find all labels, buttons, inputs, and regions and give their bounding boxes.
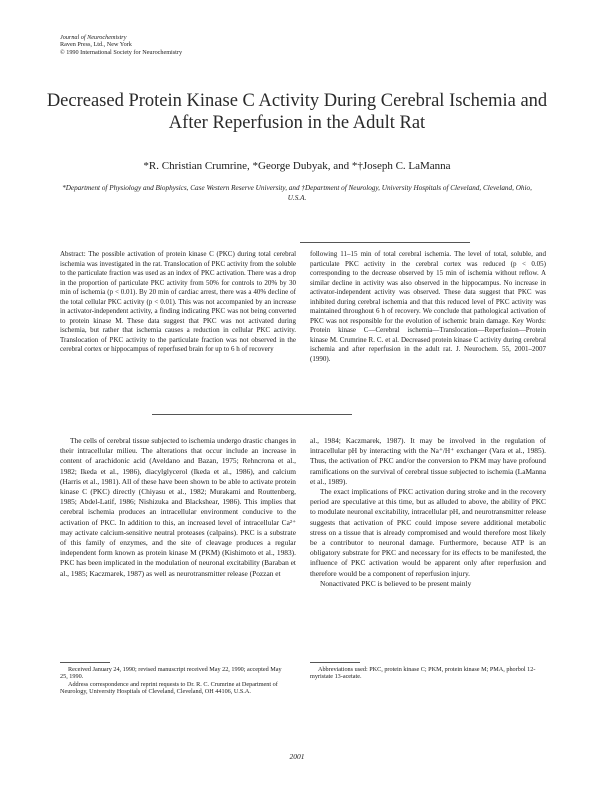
abstract-column-left [60, 250, 296, 355]
body-paragraph: The exact implications of PKC activation during stroke and in the recovery period are speculative at this time, but as alluded to above, the ability of PKC to modulate neuronal excitability, intracellular pH, and neurotransmitter release suggests that activation of PKC could impose severe additional metabolic stress on a tissue that is already compromised and would therefore most likely be a contributor to neuronal damage. Furthermore, because ATP is an obligatory substrate for PKC and necessary for its effects to be manifested, the influence of PKC activation would be apparent only after reperfusion and therefore would be a component of reperfusion injury. [310, 487, 546, 578]
abstract-text-right: following 11–15 min of total cerebral ischemia. The level of total, soluble, and particulate PKC activity in the cerebral cortex was reduced (p < 0.05) corresponding to the decrease observed by 15 min of ischemia without reflow. A similar decline in activity was also observed in the hippocampus. No increase in activator-independent activity was observed. These data suggest that PKC was inhibited during cerebral ischemia and that this reduced level of PKC activity was maintained throughout 6 h of recovery. We conclude that pathological activation of PKC was not responsible for the evolution of ischemic brain damage. Key Words: Protein kinase C—Cerebral ischemia—Translocation—Reperfusion—Protein kinase M. Crumrine R. C. et al. Decreased protein kinase C activity during cerebral ischemia and after reperfusion in the adult rat. J. Neurochem. 55, 2001–2007 (1990). [310, 250, 546, 363]
body-paragraph: Nonactivated PKC is believed to be present mainly [320, 578, 472, 588]
abbreviations-note: Abbreviations used: PKC, protein kinase C; PKM, protein kinase M; PMA, phorbol 12-myristate 13-acetate. [310, 666, 536, 681]
author-list: *R. Christian Crumrine, *George Dubyak, and *†Joseph C. LaManna [143, 160, 451, 172]
article-title: Decreased Protein Kinase C Activity During Cerebral Ischemia and After Reperfusion in the Adult Rat [46, 91, 548, 133]
bottom-rule [152, 414, 352, 415]
journal-name: Journal of Neurochemistry [60, 34, 127, 41]
journal-header [60, 34, 182, 56]
affiliation: *Department of Physiology and Biophysics, Case Western Reserve University, and †Department of Neurology, University Hospitals of Cleveland, Cleveland, Ohio, U.S.A. [62, 184, 532, 202]
publisher: Raven Press, Ltd., New York [60, 41, 132, 49]
top-rule [300, 242, 470, 243]
body-column-right [310, 436, 546, 589]
abstract-column-right [310, 250, 546, 364]
footnotes-right [310, 666, 540, 681]
received-note: Received January 24, 1990; revised manuscript received May 22, 1990; accepted May 25, 1990. [60, 666, 282, 681]
address-note: Address correspondence and reprint requests to Dr. R. C. Crumrine at Department of Neurology, University Hospitals of Cleveland, Cleveland, OH 44106, U.S.A. [60, 680, 278, 696]
abstract-label: Abstract: [60, 250, 86, 258]
page-number: 2001 [289, 752, 305, 761]
body-paragraph: al., 1984; Kaczmarek, 1987). It may be involved in the regulation of intracellular pH by interacting with the Na⁺/H⁺ exchanger (Vara et al., 1985). Thus, the activation of PKC and/or the conversion to PKM may have profound ramifications on the survival of cerebral tissue subjected to ischemia (LaManna et al., 1989). [310, 436, 546, 486]
body-column-left [60, 436, 296, 579]
abstract-text-left: The possible activation of protein kinase C (PKC) during total cerebral ischemia was investigated in the rat. Translocation of PKC activity from the soluble to the particulate fraction was used as an index of PKC activation. There was a drop in the proportion of particulate PKC activity from 50% for controls to 20% by 30 min of ischemia (p < 0.01). By 20 min of cardiac arrest, there was a 40% decline of the total cellular PKC activity (p < 0.01). This was not accompanied by an increase in activator-independent activity, a finding indicating PKC was not being converted to protein kinase M. These data suggest that PKC was not activated during ischemia, but rather that ischemia causes a reduction in cellular PKC activity. Translocation of PKC activity to the particulate fraction was not observed in the cerebral cortex or hippocampus of reperfused brain for up to 6 h of recovery [60, 250, 297, 353]
footnote-rule-left [60, 662, 110, 663]
copyright: © 1990 International Society for Neurochemistry [60, 48, 183, 56]
body-paragraph: The cells of cerebral tissue subjected to ischemia undergo drastic changes in their intracellular milieu. The alterations that occur include an increase in content of arachidonic acid (Aveldano and Bazan, 1975; Rehncrona et al., 1982; Ikeda et al., 1986), diacylglycerol (Ikeda et al., 1986), and calcium (Harris et al., 1981). All of these have been shown to be able to activate protein kinase C (PKC) directly (Chiyasu et al., 1982; Murakami and Routtenberg, 1985; Abdel-Latif, 1986; Nishizuka and Blackshear, 1986). This implies that cerebral ischemia produces an intracellular environment conducive to the activation of PKC. In addition to this, an increased level of intracellular Ca²⁺ may activate calcium-sensitive neutral proteases (calpains). PKC is a substrate of this family of enzymes, and the site of cleavage produces a regular independent form known as protein kinase M (PKM) (Kishimoto et al., 1983). PKC has been implicated in the modulation of neuronal excitability (Baraban et al., 1985; Kaczmarek, 1987) as well as neurotransmitter release (Pozzan et [60, 436, 296, 578]
footnote-rule-right [310, 662, 360, 663]
footnotes-left [60, 666, 290, 696]
